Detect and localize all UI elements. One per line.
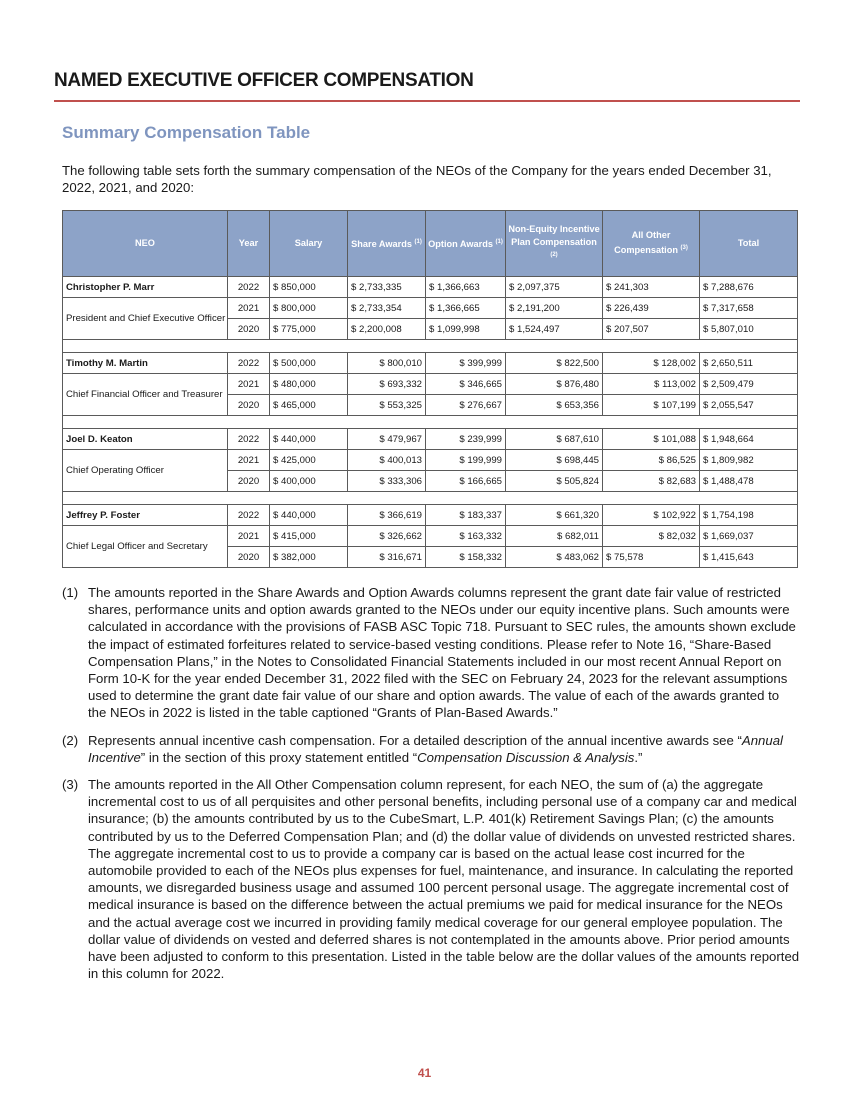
share-awards-cell: $ 2,733,354 — [348, 298, 426, 319]
neo-title: Chief Financial Officer and Treasurer — [63, 374, 228, 416]
all-other-cell: $ 75,578 — [603, 547, 700, 568]
total-cell: $ 2,650,511 — [700, 353, 798, 374]
neo-title: President and Chief Executive Officer — [63, 298, 228, 340]
footnote-number: (1) — [62, 585, 79, 600]
all-other-cell: $ 102,922 — [603, 505, 700, 526]
footnote-1 — [62, 584, 800, 722]
share-awards-cell: $ 333,306 — [348, 471, 426, 492]
option-awards-cell: $ 346,665 — [426, 374, 506, 395]
share-awards-cell: $ 553,325 — [348, 395, 426, 416]
total-cell: $ 1,415,643 — [700, 547, 798, 568]
option-awards-cell: $ 1,366,665 — [426, 298, 506, 319]
all-other-cell: $ 86,525 — [603, 450, 700, 471]
total-cell: $ 2,055,547 — [700, 395, 798, 416]
total-cell: $ 1,488,478 — [700, 471, 798, 492]
all-other-cell: $ 82,032 — [603, 526, 700, 547]
salary-cell: $ 382,000 — [270, 547, 348, 568]
spacer-row — [63, 340, 798, 353]
non-equity-cell: $ 2,191,200 — [506, 298, 603, 319]
total-cell: $ 1,669,037 — [700, 526, 798, 547]
year-cell: 2020 — [228, 395, 270, 416]
intro-paragraph: The following table sets forth the summary compensation of the NEOs of the Company for the years ended December 31, 2022, 2021, and 2020: — [62, 163, 772, 195]
footnote-text: The amounts reported in the All Other Compensation column represent, for each NEO, the sum of (a) the aggregate incremental cost to us of all perquisites and other personal benefits, including personal use of a company car and medical insurance; (b) the amounts contributed by us to the CubeSmart, L.P. 401(k) Retirement Savings Plan; (c) the amounts contributed by us to the Deferred Compensation Plan; and (d) the dollar value of dividends on unvested restricted shares. The aggregate incremental cost to us to provide a company car is based on the actual lease cost incurred for the automobile provided to each of the NEOs plus expenses for fuel, maintenance, and insurance. In calculating the reported amounts, we disregarded business usage and assumed 100 percent personal usage. The aggregate incremental cost of medical insurance is based on the difference between the actual premiums we paid for medical insurance for the NEOs and the actual average cost we incurred in providing family medical coverage for our general employee population. The dollar value of dividends on vested and deferred shares is not contemplated in the amounts above. Prior period amounts have been adjusted to conform to this presentation. Listed in the table below are the dollar values of the amounts reported in this column for 2022. — [88, 777, 800, 982]
option-awards-cell: $ 399,999 — [426, 353, 506, 374]
non-equity-cell: $ 661,320 — [506, 505, 603, 526]
year-cell: 2022 — [228, 277, 270, 298]
all-other-cell: $ 226,439 — [603, 298, 700, 319]
neo-name: Jeffrey P. Foster — [63, 505, 228, 526]
salary-cell: $ 480,000 — [270, 374, 348, 395]
salary-cell: $ 850,000 — [270, 277, 348, 298]
year-cell: 2020 — [228, 319, 270, 340]
spacer-row — [63, 492, 798, 505]
footnote-3 — [62, 776, 800, 982]
non-equity-cell: $ 505,824 — [506, 471, 603, 492]
share-awards-cell: $ 400,013 — [348, 450, 426, 471]
header-salary: Salary — [270, 211, 348, 277]
all-other-cell: $ 82,683 — [603, 471, 700, 492]
year-cell: 2022 — [228, 429, 270, 450]
salary-cell: $ 800,000 — [270, 298, 348, 319]
non-equity-cell: $ 876,480 — [506, 374, 603, 395]
table-row — [63, 374, 798, 395]
year-cell: 2021 — [228, 526, 270, 547]
footnotes — [62, 584, 800, 992]
share-awards-cell: $ 693,332 — [348, 374, 426, 395]
neo-title: Chief Operating Officer — [63, 450, 228, 492]
table-header-row — [63, 211, 798, 277]
footnote-2 — [62, 732, 800, 766]
footnote-number: (3) — [62, 777, 79, 793]
salary-cell: $ 425,000 — [270, 450, 348, 471]
all-other-cell: $ 128,002 — [603, 353, 700, 374]
neo-title: Chief Legal Officer and Secretary — [63, 526, 228, 568]
salary-cell: $ 440,000 — [270, 505, 348, 526]
option-awards-cell: $ 158,332 — [426, 547, 506, 568]
summary-compensation-table — [62, 210, 798, 568]
all-other-cell: $ 207,507 — [603, 319, 700, 340]
non-equity-cell: $ 698,445 — [506, 450, 603, 471]
share-awards-cell: $ 316,671 — [348, 547, 426, 568]
salary-cell: $ 400,000 — [270, 471, 348, 492]
all-other-cell: $ 101,088 — [603, 429, 700, 450]
year-cell: 2022 — [228, 505, 270, 526]
year-cell: 2022 — [228, 353, 270, 374]
non-equity-cell: $ 682,011 — [506, 526, 603, 547]
table-row — [63, 298, 798, 319]
option-awards-cell: $ 163,332 — [426, 526, 506, 547]
table-row — [63, 277, 798, 298]
section-divider — [54, 100, 800, 102]
page-number: 41 — [417, 1066, 432, 1080]
year-cell: 2020 — [228, 471, 270, 492]
option-awards-cell: $ 1,099,998 — [426, 319, 506, 340]
share-awards-cell: $ 326,662 — [348, 526, 426, 547]
non-equity-cell: $ 483,062 — [506, 547, 603, 568]
share-awards-cell: $ 479,967 — [348, 429, 426, 450]
header-year: Year — [228, 211, 270, 277]
total-cell: $ 7,288,676 — [700, 277, 798, 298]
spacer-row — [63, 416, 798, 429]
option-awards-cell: $ 183,337 — [426, 505, 506, 526]
header-option-awards: Option Awards $^{(1)}$ — [426, 211, 506, 277]
total-cell: $ 1,948,664 — [700, 429, 798, 450]
footnote-text: The amounts reported in the Share Awards and Option Awards columns represent the grant date fair value of restricted shares, performance units and option awards granted to the NEOs under our equity incentive plans. Such amounts were calculated in accordance with the provisions of FASB ASC Topic 718. Pursuant to SEC rules, the amounts shown exclude the impact of estimated forfeitures related to service-based vesting conditions. Please refer to Note 16, “Share-Based Compensation Plans,” in the Notes to Consolidated Financial Statements included in our most recent Annual Report on Form 10-K for the year ended December 31, 2022 filed with the SEC on February 24, 2023 for the relevant assumptions used to determine the grant date fair value of our share and option awards. The value of each of the awards granted to the NEOs in 2022 is listed in the table captioned “Grants of Plan-Based Awards.” — [88, 585, 796, 721]
footnote-number: (2) — [62, 732, 79, 748]
salary-cell: $ 440,000 — [270, 429, 348, 450]
total-cell: $ 5,807,010 — [700, 319, 798, 340]
non-equity-cell: $ 653,356 — [506, 395, 603, 416]
all-other-cell: $ 107,199 — [603, 395, 700, 416]
total-cell: $ 2,509,479 — [700, 374, 798, 395]
non-equity-cell: $ 687,610 — [506, 429, 603, 450]
header-all-other: All Other Compensation $^{(3)}$ — [603, 211, 700, 277]
non-equity-cell: $ 822,500 — [506, 353, 603, 374]
year-cell: 2020 — [228, 547, 270, 568]
non-equity-cell: $ 1,524,497 — [506, 319, 603, 340]
share-awards-cell: $ 2,733,335 — [348, 277, 426, 298]
table-row — [63, 450, 798, 471]
option-awards-cell: $ 199,999 — [426, 450, 506, 471]
share-awards-cell: $ 366,619 — [348, 505, 426, 526]
total-cell: $ 7,317,658 — [700, 298, 798, 319]
all-other-cell: $ 241,303 — [603, 277, 700, 298]
neo-name: Christopher P. Marr — [63, 277, 228, 298]
salary-cell: $ 775,000 — [270, 319, 348, 340]
salary-cell: $ 465,000 — [270, 395, 348, 416]
option-awards-cell: $ 276,667 — [426, 395, 506, 416]
option-awards-cell: $ 239,999 — [426, 429, 506, 450]
table-subtitle: Summary Compensation Table — [62, 123, 311, 142]
option-awards-cell: $ 1,366,663 — [426, 277, 506, 298]
salary-cell: $ 415,000 — [270, 526, 348, 547]
share-awards-cell: $ 800,010 — [348, 353, 426, 374]
salary-cell: $ 500,000 — [270, 353, 348, 374]
year-cell: 2021 — [228, 450, 270, 471]
year-cell: 2021 — [228, 298, 270, 319]
header-total: Total — [700, 211, 798, 277]
table-row — [63, 429, 798, 450]
header-neo: NEO — [63, 211, 228, 277]
total-cell: $ 1,809,982 — [700, 450, 798, 471]
table-row — [63, 526, 798, 547]
table-row — [63, 353, 798, 374]
all-other-cell: $ 113,002 — [603, 374, 700, 395]
option-awards-cell: $ 166,665 — [426, 471, 506, 492]
non-equity-cell: $ 2,097,375 — [506, 277, 603, 298]
share-awards-cell: $ 2,200,008 — [348, 319, 426, 340]
neo-name: Timothy M. Martin — [63, 353, 228, 374]
table-row — [63, 505, 798, 526]
total-cell: $ 1,754,198 — [700, 505, 798, 526]
footnote-text: Represents annual incentive cash compensation. For a detailed description of the annual incentive awards see “Annual Incentive” in the section of this proxy statement entitled “Compensation Discussion & Analysis.” — [88, 732, 783, 765]
header-share-awards: Share Awards $^{(1)}$ — [348, 211, 426, 277]
year-cell: 2021 — [228, 374, 270, 395]
section-title: NAMED EXECUTIVE OFFICER COMPENSATION — [54, 70, 474, 91]
header-non-equity: Non-Equity Incentive Plan Compensation $^{(2)}$ — [506, 211, 603, 277]
neo-name: Joel D. Keaton — [63, 429, 228, 450]
